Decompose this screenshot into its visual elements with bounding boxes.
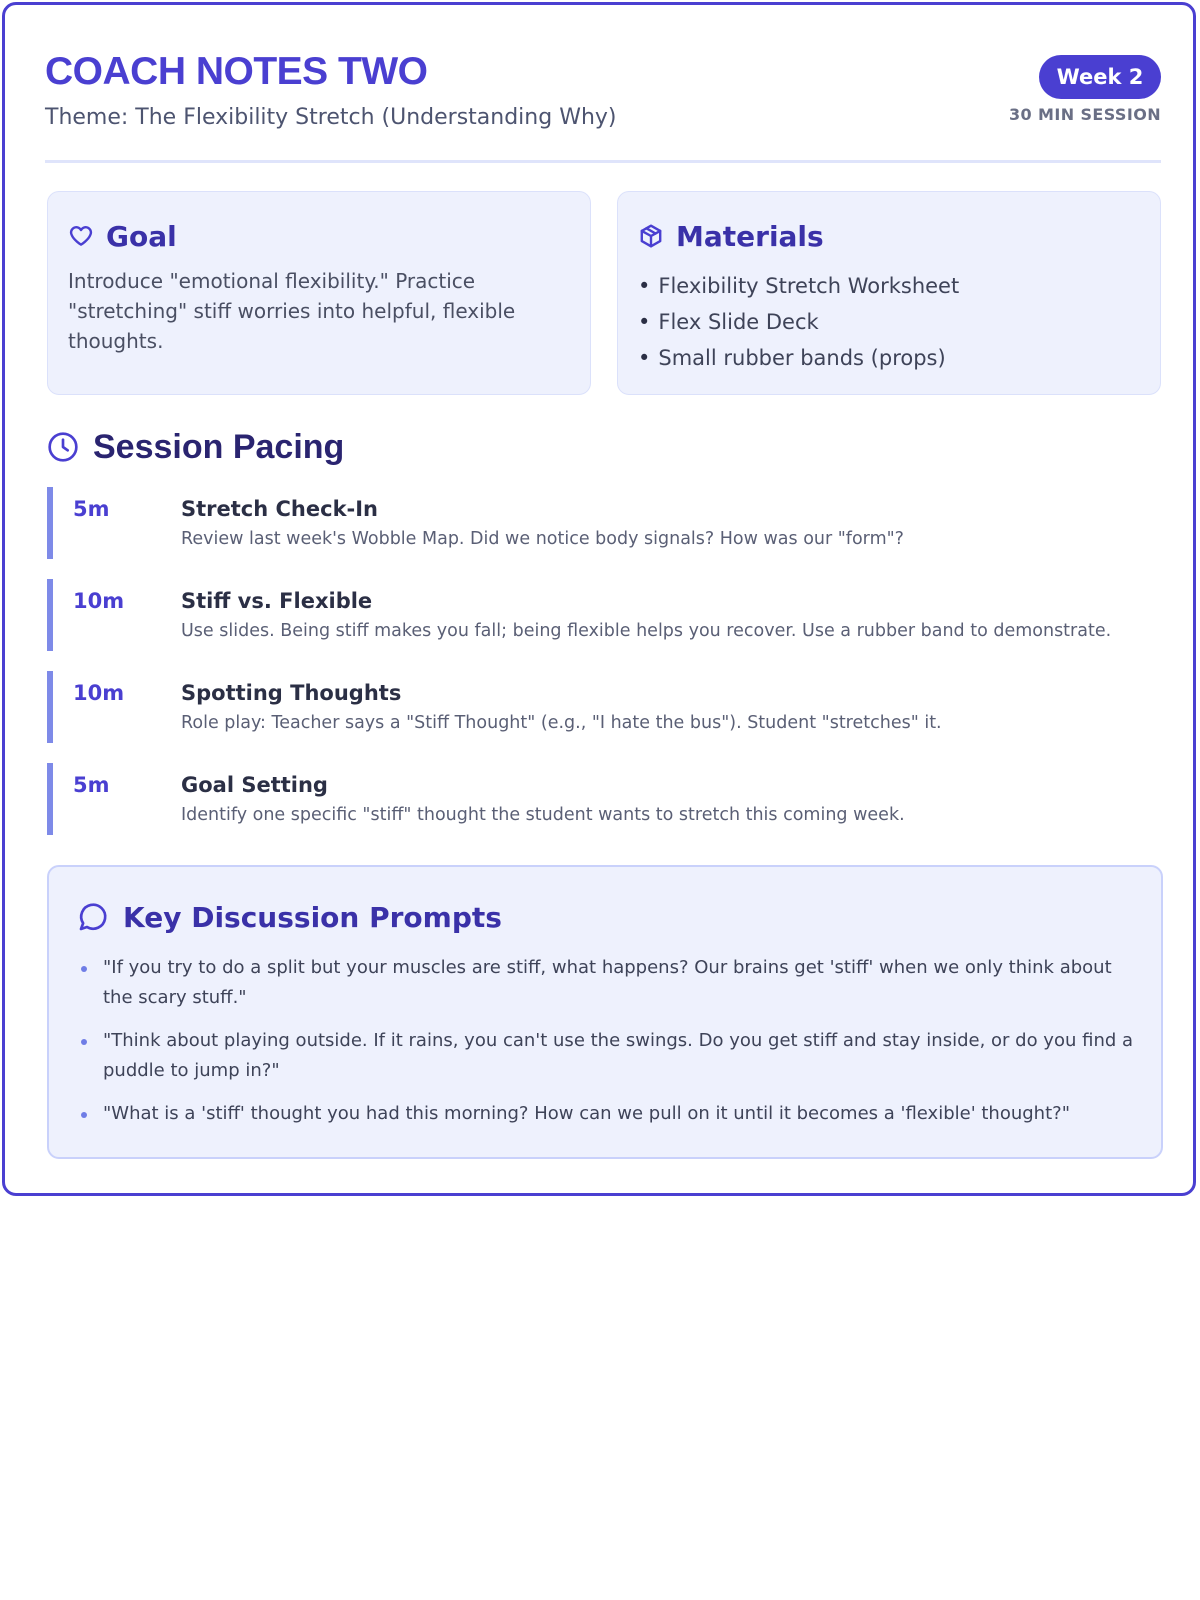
- page-title: COACH NOTES TWO: [45, 50, 428, 93]
- week-badge: Week 2: [1039, 55, 1161, 99]
- discussion-prompts-header: [77, 897, 502, 937]
- discussion-prompt: "Think about playing outside. If it rains, you can't use the swings. Do you get stiff and stay inside, or do you find a puddle to jump in?": [77, 1026, 1141, 1086]
- discussion-prompt: "What is a 'stiff' thought you had this morning? How can we pull on it until it becomes a 'flexible' thought?": [77, 1099, 1141, 1129]
- package-icon: [638, 223, 664, 249]
- goal-text: Introduce "emotional flexibility." Practice "stretching" stiff worries into helpful, flexible thoughts.: [68, 269, 516, 353]
- header: [45, 45, 1161, 163]
- materials-item: • Small rubber bands (props): [638, 340, 959, 376]
- heart-icon: [68, 223, 94, 249]
- step-description: Review last week's Wobble Map. Did we notice body signals? How was our "form"?: [181, 529, 904, 549]
- step-title: Spotting Thoughts: [181, 681, 402, 705]
- step-duration: 10m: [73, 589, 125, 613]
- step-title: Stiff vs. Flexible: [181, 589, 373, 613]
- materials-list: [638, 268, 959, 376]
- materials-title: Materials: [676, 219, 824, 253]
- pacing-step: [47, 579, 1163, 651]
- goal-card-header: [68, 218, 177, 254]
- speech-bubble-icon: [77, 901, 109, 933]
- goal-title: Goal: [106, 219, 177, 253]
- session-length-label: 30 MIN SESSION: [1009, 105, 1161, 124]
- page-subtitle: Theme: The Flexibility Stretch (Understanding Why): [45, 105, 617, 130]
- step-description: Identify one specific "stiff" thought the student wants to stretch this coming week.: [181, 805, 905, 825]
- materials-item: • Flex Slide Deck: [638, 304, 959, 340]
- session-pacing-title: Session Pacing: [93, 427, 345, 466]
- discussion-prompts-title: Key Discussion Prompts: [123, 900, 502, 934]
- step-description: Use slides. Being stiff makes you fall; being flexible helps you recover. Use a rubber band to demonstrate.: [181, 621, 1112, 641]
- step-duration: 10m: [73, 681, 125, 705]
- clock-icon: [47, 431, 79, 463]
- discussion-prompts-list: [77, 953, 1141, 1142]
- step-description: Role play: Teacher says a "Stiff Thought" (e.g., "I hate the bus"). Student "stretches" it.: [181, 713, 942, 733]
- goal-card: [47, 191, 591, 395]
- pacing-step: [47, 671, 1163, 743]
- discussion-prompt: "If you try to do a split but your muscles are stiff, what happens? Our brains get 'stiff' when we only think about the scary stuff.": [77, 953, 1141, 1013]
- pacing-step: [47, 487, 1163, 559]
- discussion-prompts-box: [47, 865, 1163, 1159]
- session-pacing-header: [47, 425, 344, 469]
- step-title: Stretch Check-In: [181, 497, 379, 521]
- step-duration: 5m: [73, 773, 110, 797]
- materials-card-header: [638, 218, 824, 254]
- step-title: Goal Setting: [181, 773, 328, 797]
- pacing-timeline: [47, 487, 1163, 855]
- materials-card: [617, 191, 1161, 395]
- pacing-step: [47, 763, 1163, 835]
- coach-notes-sheet: [2, 2, 1196, 1196]
- step-duration: 5m: [73, 497, 110, 521]
- materials-item: • Flexibility Stretch Worksheet: [638, 268, 959, 304]
